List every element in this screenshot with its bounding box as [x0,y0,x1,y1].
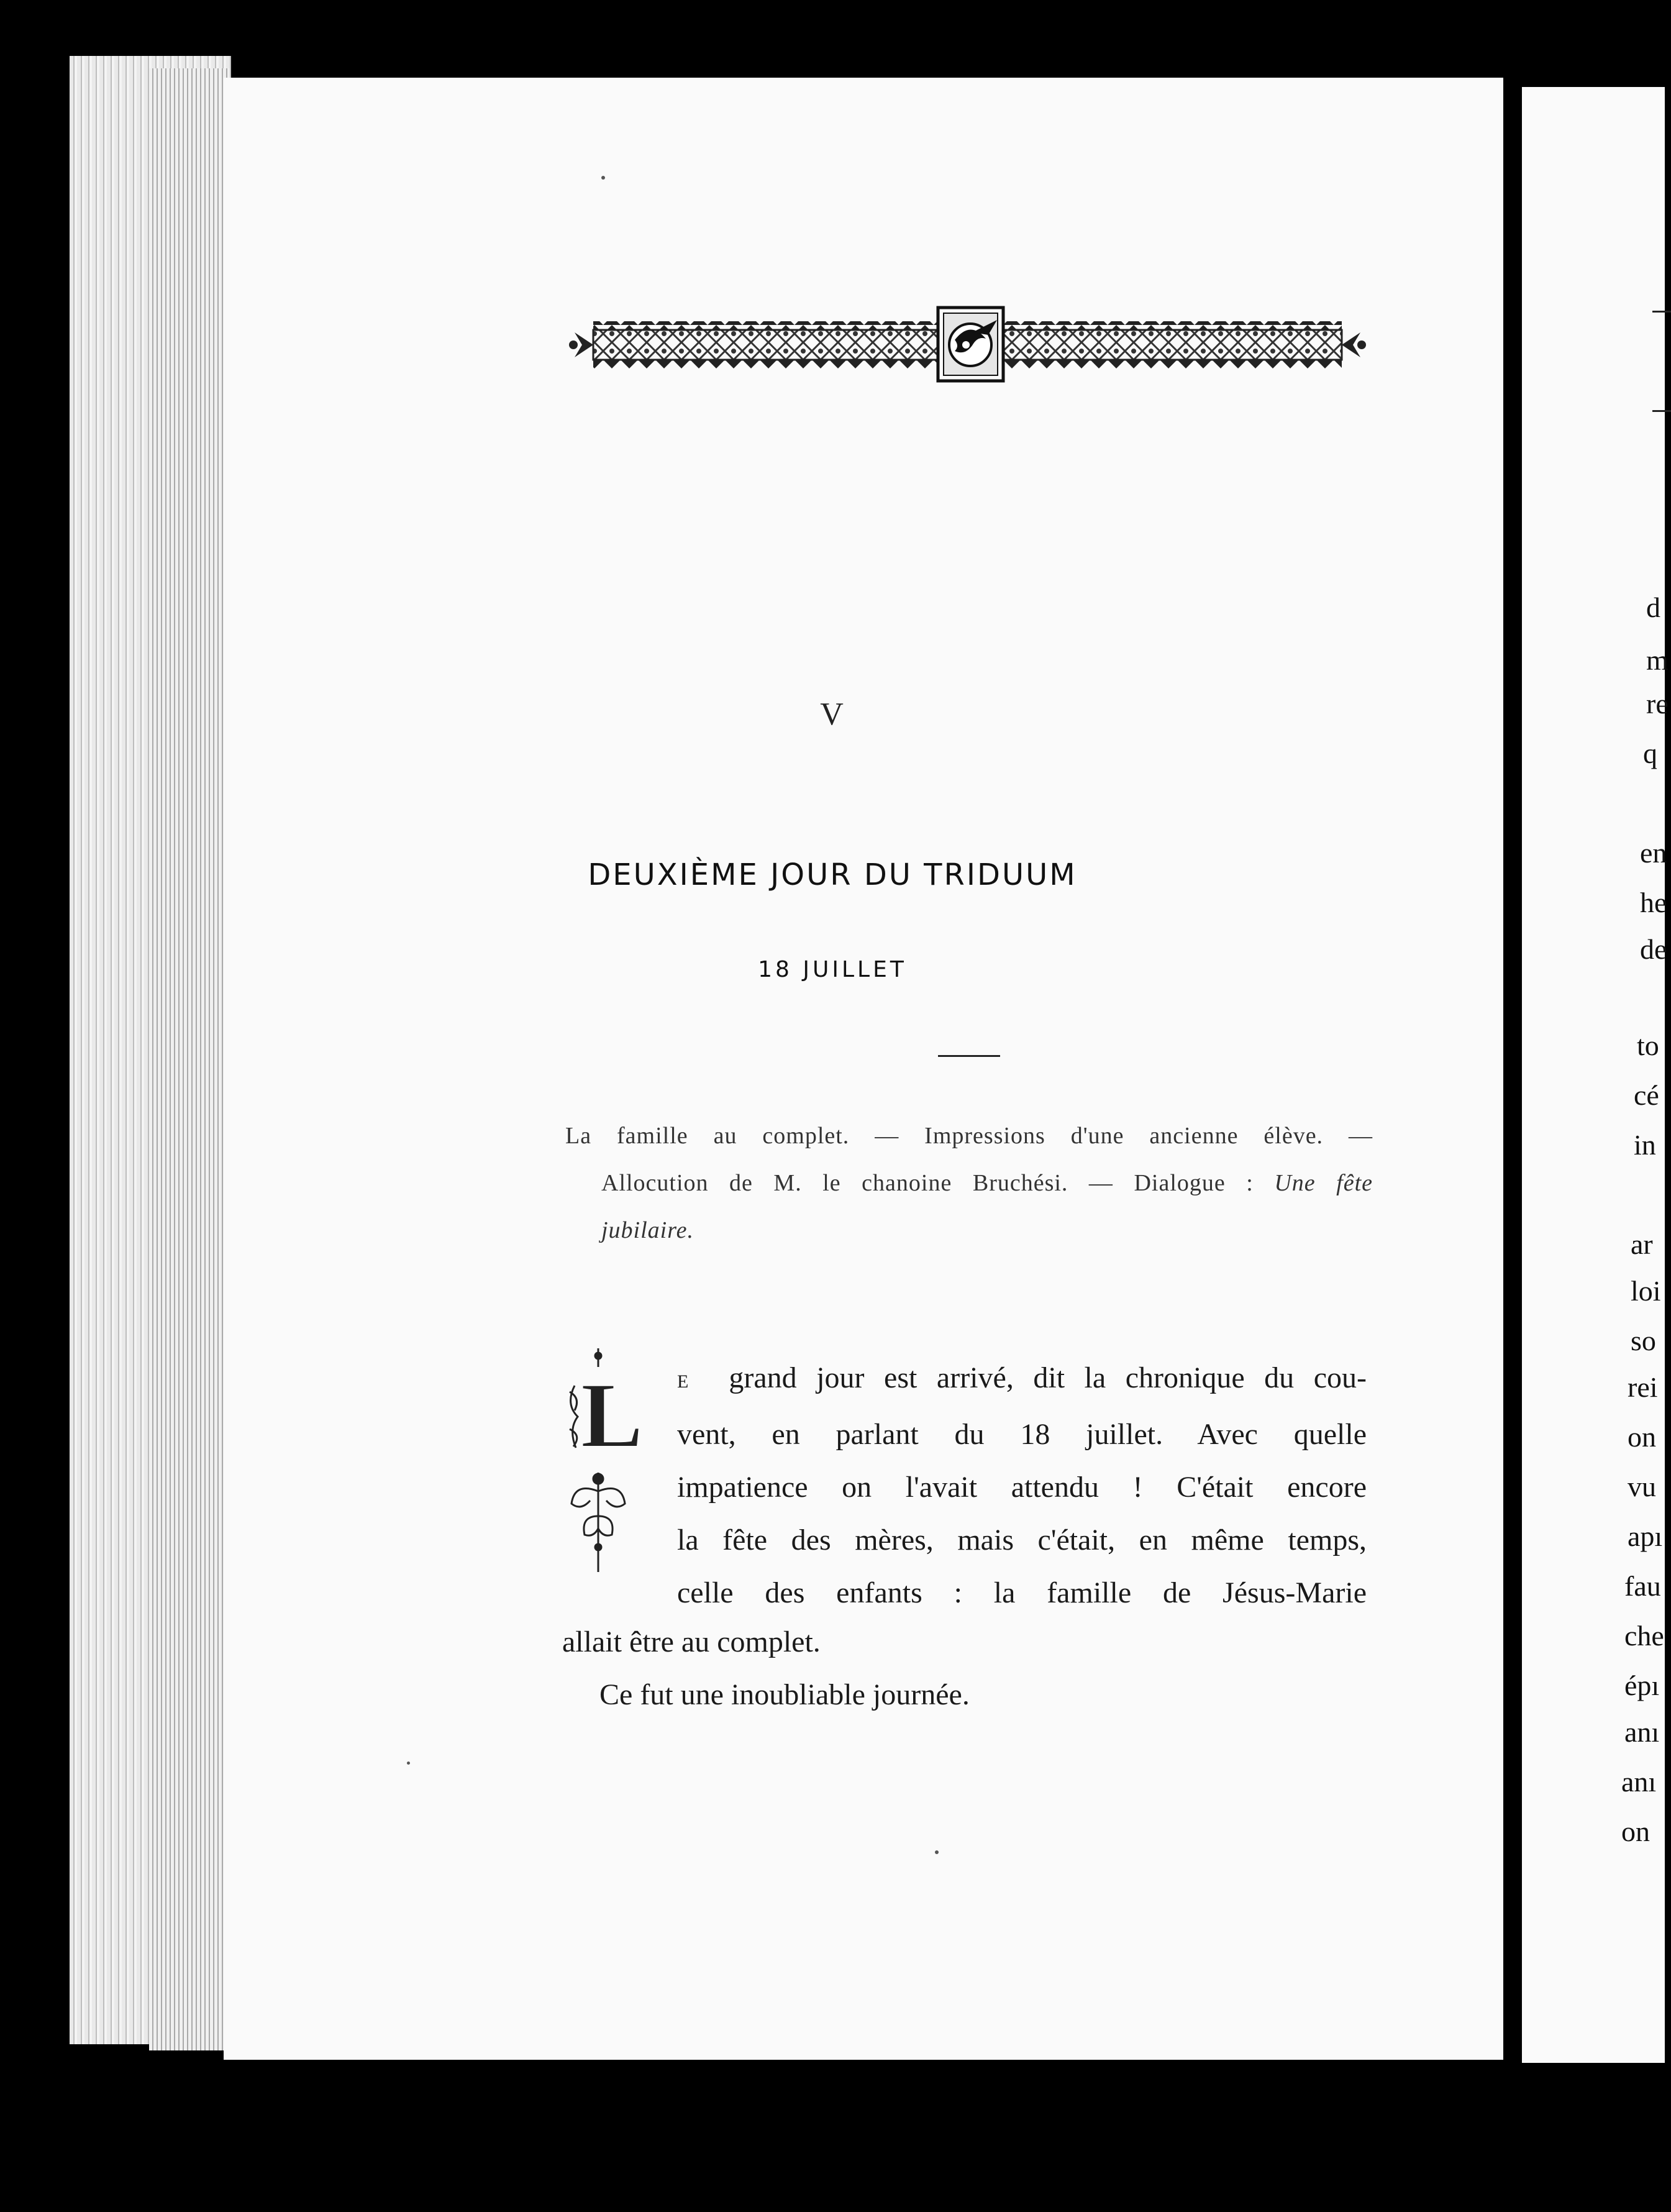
speck [601,176,605,180]
facing-text-fragment: re [1646,688,1669,720]
facing-text-fragment: che [1624,1620,1664,1652]
body-line [677,1351,1367,1408]
facing-text-fragment: apı [1628,1520,1663,1552]
facing-text-fragment: on [1628,1421,1656,1453]
body-line: vent, en parlant du 18 juillet. Avec quelle [677,1418,1367,1451]
facing-text-fragment: on [1621,1816,1650,1847]
chapter-title: DEUXIÈME JOUR DU TRIDUUM [588,857,1077,892]
body-line: celle des enfants : la famille de Jésus-Marie [677,1576,1367,1609]
summary-italic: Une fête [1274,1170,1373,1196]
facing-text-fragment: rei [1628,1371,1658,1403]
facing-text-fragment: to [1637,1030,1659,1061]
ornamental-drop-cap [562,1348,643,1572]
facing-text-fragment: fau [1624,1570,1661,1602]
body-text-indented [677,1351,1367,1619]
facing-text-fragment: m [1646,644,1669,676]
small-cap: E [677,1371,690,1392]
facing-page-rule [1652,311,1671,313]
summary-line [565,1159,1373,1207]
chapter-date: 18 JUILLET [758,957,907,982]
body-line-text: grand jour est arrivé, dit la chronique du cou- [729,1361,1367,1394]
speck [935,1850,939,1854]
section-divider [938,1055,1000,1057]
chapter-summary [565,1112,1373,1254]
ornamental-headpiece [568,308,1367,382]
facing-page [1522,87,1669,2063]
facing-text-fragment: loi [1631,1275,1661,1307]
summary-italic: jubilaire. [601,1217,694,1243]
facing-text-fragment: q [1643,738,1657,769]
facing-text-fragment: cé [1634,1079,1659,1111]
facing-text-fragment: d [1646,592,1660,623]
body-line: impatience on l'avait attendu ! C'était encore [677,1471,1367,1504]
chapter-number: V [820,697,845,732]
facing-page-rule [1652,410,1671,412]
summary-text: Allocution de M. le chanoine Bruchési. — Dialogue : [601,1170,1275,1196]
body-line: la fête des mères, mais c'était, en même temps, [677,1524,1367,1556]
facing-text-fragment: in [1634,1129,1656,1161]
facing-text-fragment: anı [1621,1766,1657,1798]
facing-text-fragment: ar [1631,1228,1653,1260]
facing-text-fragment: de [1640,933,1667,965]
facing-text-fragment: he [1640,887,1667,918]
drop-cap-letter: L [581,1364,644,1467]
facing-text-fragment: vu [1628,1471,1656,1502]
body-text [562,1616,1370,1721]
body-line: allait être au complet. [562,1625,821,1658]
body-line: Ce fut une inoubliable journée. [599,1678,970,1711]
facing-text-fragment: en [1640,837,1667,869]
speck [407,1762,410,1765]
summary-line: La famille au complet. — Impressions d'une ancienne élève. — [565,1123,1373,1149]
facing-text-fragment: so [1631,1325,1656,1356]
facing-text-fragment: anı [1624,1716,1660,1748]
facing-text-fragment: épı [1624,1670,1660,1701]
page-edges-inner [149,68,230,2050]
